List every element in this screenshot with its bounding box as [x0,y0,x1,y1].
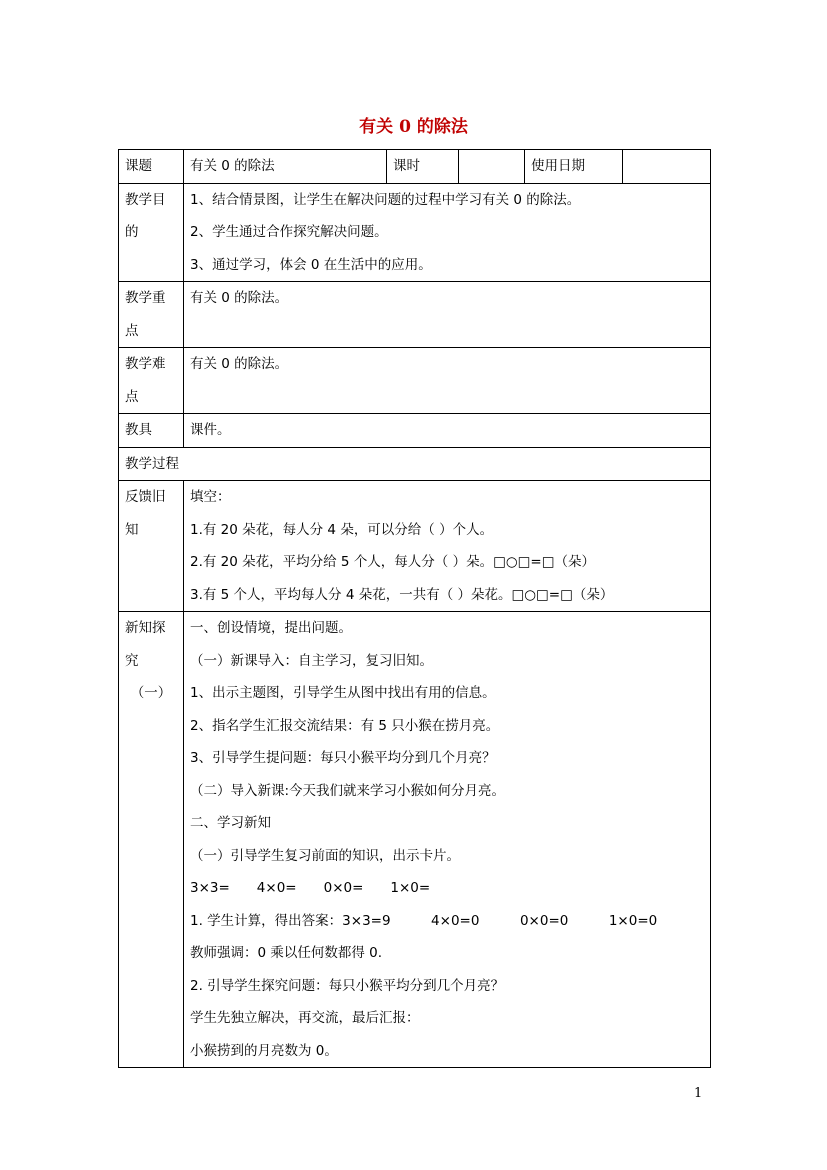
explore-line: 学生先独立解决，再交流，最后汇报： [190,1010,420,1026]
explore-label-line2: 究 [125,652,139,669]
date-label: 使用日期 [525,150,623,184]
review-label-line1: 反馈旧 [125,489,166,505]
header-row [119,150,711,184]
review-label [119,481,184,612]
key-points-label-line2: 点 [125,322,139,339]
explore-line: （一）引导学生复习前面的知识，出示卡片。 [190,847,460,864]
explore-line: 1. 学生计算，得出答案：3×3=9 4×0=0 0×0=0 1×0=0 [190,912,658,929]
explore-line: 教师强调：0 乘以任何数都得 0. [190,945,383,961]
explore-line: （二）导入新课:今天我们就来学习小猴如何分月亮。 [190,782,506,799]
key-points-label-line1: 教学重 [125,290,166,306]
review-line: 1.有 20 朵花，每人分 4 朵，可以分给（ ）个人。 [190,521,494,538]
objective-item: 2、学生通过合作探究解决问题。 [190,224,388,240]
review-line: 填空： [190,489,231,505]
difficulties-row [119,348,711,414]
lesson-plan-table [118,149,711,1068]
explore-line: 2、指名学生汇报交流结果：有 5 只小猴在捞月亮。 [190,717,500,734]
explore-line: 小猴捞到的月亮数为 0。 [190,1042,338,1059]
difficulties-text: 有关 0 的除法。 [190,356,289,372]
objective-item: 3、通过学习，体会 0 在生活中的应用。 [190,256,432,273]
explore-line: 3、引导学生提问题：每只小猴平均分到几个月亮？ [190,750,496,766]
period-value [459,150,525,184]
date-value [623,150,711,184]
difficulties-label [119,348,184,414]
aids-label: 教具 [119,414,184,448]
difficulties-label-line1: 教学难 [125,356,166,372]
document-title: 有关 0 的除法 [359,117,468,137]
process-label: 教学过程 [119,447,711,481]
key-points-content [184,282,711,348]
objectives-label-line2: 的 [125,224,139,240]
review-content [184,481,711,612]
objectives-row [119,183,711,282]
page-number: 1 [694,1086,703,1101]
period-label: 课时 [387,150,459,184]
difficulties-content [184,348,711,414]
review-label-line2: 知 [125,521,139,538]
explore-label [119,612,184,1068]
difficulties-label-line2: 点 [125,388,139,405]
objectives-label-line1: 教学目 [125,191,166,208]
explore-line: （一）新课导入：自主学习，复习旧知。 [190,652,433,669]
objectives-content [184,183,711,282]
review-row [119,481,711,612]
key-points-text: 有关 0 的除法。 [190,290,289,306]
review-line: 3.有 5 个人，平均每人分 4 朵花，一共有（ ）朵花。□○□=□（朵） [190,586,614,603]
explore-line: 1、出示主题图，引导学生从图中找出有用的信息。 [190,685,496,701]
explore-label-line1: 新知探 [125,620,166,636]
objectives-label [119,183,184,282]
key-points-row [119,282,711,348]
explore-row [119,612,711,1068]
topic-value: 有关 0 的除法 [184,150,387,184]
explore-line: 一、创设情境，提出问题。 [190,620,352,636]
explore-line: 2. 引导学生探究问题：每只小猴平均分到几个月亮？ [190,977,505,994]
objective-item: 1、结合情景图，让学生在解决问题的过程中学习有关 0 的除法。 [190,191,581,208]
explore-label-line3: （一） [130,685,172,701]
aids-content: 课件。 [184,414,711,448]
process-row [119,447,711,481]
explore-line: 二、学习新知 [190,815,271,831]
review-line: 2.有 20 朵花，平均分给 5 个人，每人分（ ）朵。□○□=□（朵） [190,554,595,570]
aids-row [119,414,711,448]
topic-label: 课题 [119,150,184,184]
explore-line: 3×3= 4×0= 0×0= 1×0= [190,880,431,896]
explore-content [184,612,711,1068]
key-points-label [119,282,184,348]
